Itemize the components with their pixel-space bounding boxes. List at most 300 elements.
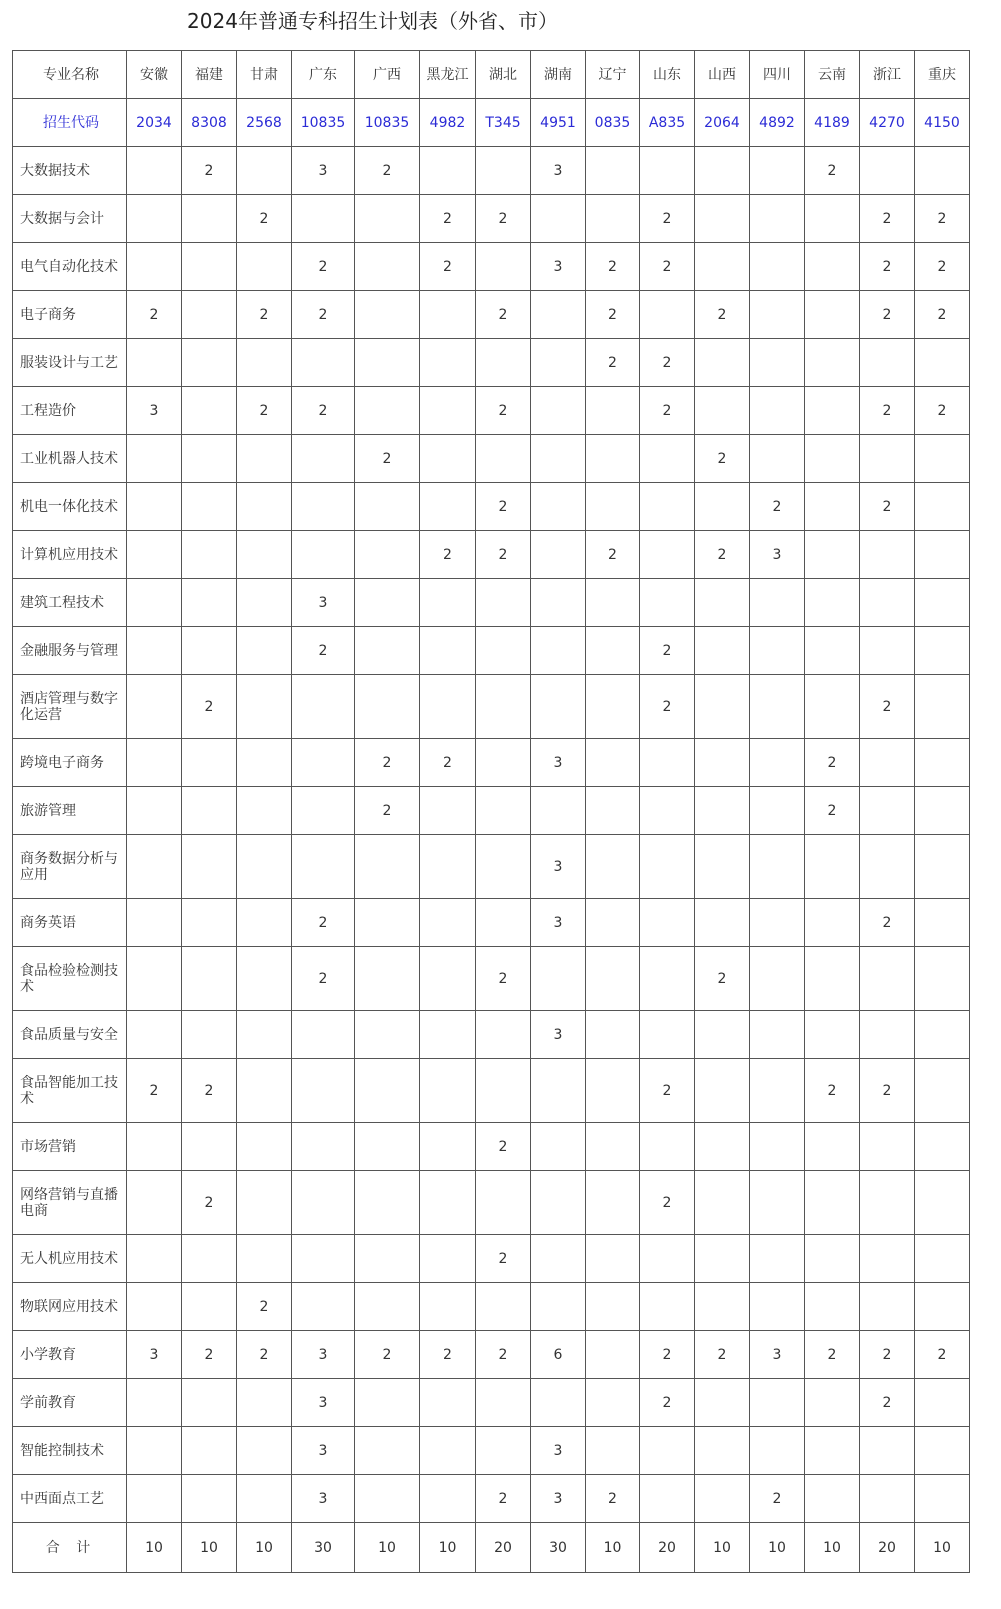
quota-cell	[476, 739, 531, 787]
quota-cell	[127, 435, 182, 483]
province-header: 云南	[805, 51, 860, 99]
quota-cell	[292, 675, 355, 739]
quota-cell	[750, 787, 805, 835]
quota-cell	[182, 1283, 237, 1331]
quota-cell: 2	[695, 1331, 750, 1379]
quota-cell	[237, 1235, 292, 1283]
quota-cell: 2	[805, 1059, 860, 1123]
quota-cell	[750, 1427, 805, 1475]
quota-cell	[915, 787, 970, 835]
table-row	[13, 1427, 970, 1475]
quota-cell: 2	[750, 483, 805, 531]
quota-cell	[292, 1011, 355, 1059]
quota-cell	[476, 1059, 531, 1123]
quota-cell	[586, 147, 640, 195]
quota-cell	[355, 195, 420, 243]
quota-cell	[182, 291, 237, 339]
quota-cell	[695, 483, 750, 531]
quota-cell	[586, 1011, 640, 1059]
quota-cell: 2	[355, 435, 420, 483]
quota-cell	[805, 243, 860, 291]
quota-cell: 2	[640, 627, 695, 675]
quota-cell: 2	[355, 739, 420, 787]
quota-cell	[292, 1283, 355, 1331]
quota-cell	[127, 579, 182, 627]
quota-cell	[586, 1331, 640, 1379]
quota-cell	[640, 1011, 695, 1059]
quota-cell	[127, 947, 182, 1011]
total-cell: 10	[695, 1523, 750, 1573]
quota-cell	[695, 339, 750, 387]
quota-cell	[127, 339, 182, 387]
quota-cell: 3	[531, 147, 586, 195]
quota-cell	[915, 675, 970, 739]
major-name: 商务英语	[13, 899, 127, 947]
quota-cell: 2	[586, 291, 640, 339]
quota-cell	[750, 435, 805, 483]
quota-cell	[127, 1171, 182, 1235]
quota-cell: 2	[860, 243, 915, 291]
quota-cell	[476, 147, 531, 195]
quota-cell	[182, 739, 237, 787]
quota-cell	[586, 947, 640, 1011]
quota-cell	[237, 787, 292, 835]
quota-cell: 2	[695, 947, 750, 1011]
quota-cell	[695, 627, 750, 675]
quota-cell: 2	[915, 1331, 970, 1379]
quota-cell: 2	[805, 739, 860, 787]
quota-cell: 2	[915, 243, 970, 291]
quota-cell	[355, 675, 420, 739]
quota-cell	[237, 1123, 292, 1171]
quota-cell	[237, 531, 292, 579]
quota-cell	[695, 195, 750, 243]
quota-cell	[237, 483, 292, 531]
quota-cell	[355, 579, 420, 627]
quota-cell: 2	[420, 739, 476, 787]
quota-cell	[915, 627, 970, 675]
total-cell: 10	[420, 1523, 476, 1573]
quota-cell	[355, 291, 420, 339]
quota-cell: 2	[292, 387, 355, 435]
quota-cell	[695, 1427, 750, 1475]
major-name: 小学教育	[13, 1331, 127, 1379]
quota-cell	[127, 531, 182, 579]
total-cell: 30	[292, 1523, 355, 1573]
quota-cell: 2	[915, 291, 970, 339]
quota-cell	[640, 1235, 695, 1283]
quota-cell	[915, 835, 970, 899]
quota-cell	[476, 627, 531, 675]
province-code: 4150	[915, 99, 970, 147]
quota-cell: 3	[127, 387, 182, 435]
quota-cell	[750, 947, 805, 1011]
quota-cell	[237, 435, 292, 483]
quota-cell	[292, 435, 355, 483]
quota-cell	[292, 195, 355, 243]
quota-cell	[292, 531, 355, 579]
quota-cell	[805, 1011, 860, 1059]
table-row	[13, 899, 970, 947]
province-code: 4270	[860, 99, 915, 147]
quota-cell	[695, 835, 750, 899]
total-cell: 10	[237, 1523, 292, 1573]
quota-cell	[182, 531, 237, 579]
quota-cell	[750, 1171, 805, 1235]
quota-cell: 2	[860, 483, 915, 531]
total-cell: 10	[915, 1523, 970, 1573]
quota-cell: 3	[531, 1427, 586, 1475]
quota-cell	[805, 483, 860, 531]
quota-cell: 2	[127, 291, 182, 339]
quota-cell: 2	[640, 1331, 695, 1379]
province-header: 黑龙江	[420, 51, 476, 99]
quota-cell: 2	[640, 339, 695, 387]
table-row	[13, 1059, 970, 1123]
province-code: 4189	[805, 99, 860, 147]
quota-cell	[355, 1123, 420, 1171]
total-cell: 10	[355, 1523, 420, 1573]
quota-cell	[586, 483, 640, 531]
quota-cell	[915, 739, 970, 787]
quota-cell	[695, 1283, 750, 1331]
quota-cell: 2	[640, 1379, 695, 1427]
quota-cell	[586, 1427, 640, 1475]
quota-cell	[695, 675, 750, 739]
quota-cell	[476, 1283, 531, 1331]
quota-cell	[915, 579, 970, 627]
quota-cell: 2	[640, 243, 695, 291]
quota-cell	[355, 1011, 420, 1059]
major-name: 工业机器人技术	[13, 435, 127, 483]
quota-cell	[476, 579, 531, 627]
quota-cell	[420, 1123, 476, 1171]
quota-cell	[127, 675, 182, 739]
quota-cell: 2	[182, 1059, 237, 1123]
quota-cell	[805, 627, 860, 675]
quota-cell: 3	[531, 1475, 586, 1523]
quota-cell	[695, 1235, 750, 1283]
quota-cell	[640, 1123, 695, 1171]
quota-cell	[292, 1171, 355, 1235]
quota-cell	[915, 947, 970, 1011]
quota-cell: 2	[292, 899, 355, 947]
quota-cell	[182, 579, 237, 627]
quota-cell	[182, 1475, 237, 1523]
quota-cell	[182, 1235, 237, 1283]
quota-cell	[420, 1475, 476, 1523]
quota-cell	[476, 787, 531, 835]
quota-cell	[586, 1171, 640, 1235]
quota-cell	[915, 435, 970, 483]
quota-cell	[237, 1427, 292, 1475]
quota-cell	[915, 1123, 970, 1171]
quota-cell	[127, 835, 182, 899]
quota-cell	[531, 947, 586, 1011]
table-row	[13, 195, 970, 243]
quota-cell	[476, 339, 531, 387]
quota-cell	[805, 1235, 860, 1283]
province-code: 10835	[292, 99, 355, 147]
quota-cell: 2	[182, 147, 237, 195]
major-name: 服装设计与工艺	[13, 339, 127, 387]
major-name: 大数据与会计	[13, 195, 127, 243]
table-row	[13, 483, 970, 531]
major-name: 建筑工程技术	[13, 579, 127, 627]
quota-cell	[476, 899, 531, 947]
quota-cell: 2	[182, 1171, 237, 1235]
province-header: 重庆	[915, 51, 970, 99]
quota-cell	[531, 627, 586, 675]
quota-cell	[640, 787, 695, 835]
quota-cell	[750, 627, 805, 675]
quota-cell: 2	[476, 195, 531, 243]
table-row	[13, 739, 970, 787]
quota-cell	[915, 1059, 970, 1123]
province-header: 湖北	[476, 51, 531, 99]
quota-cell	[915, 531, 970, 579]
province-code: 2064	[695, 99, 750, 147]
province-header: 浙江	[860, 51, 915, 99]
quota-cell: 3	[531, 739, 586, 787]
quota-cell: 2	[805, 1331, 860, 1379]
quota-cell	[750, 1283, 805, 1331]
table-row	[13, 339, 970, 387]
quota-cell	[805, 1427, 860, 1475]
quota-cell: 3	[531, 1011, 586, 1059]
quota-cell	[695, 243, 750, 291]
quota-cell: 2	[476, 947, 531, 1011]
quota-cell	[420, 627, 476, 675]
quota-cell: 2	[695, 435, 750, 483]
quota-cell	[750, 195, 805, 243]
quota-cell	[531, 1171, 586, 1235]
quota-cell	[237, 1379, 292, 1427]
quota-cell	[355, 627, 420, 675]
quota-cell	[420, 947, 476, 1011]
quota-cell	[586, 387, 640, 435]
quota-cell	[640, 1283, 695, 1331]
quota-cell	[420, 1171, 476, 1235]
major-name: 食品智能加工技术	[13, 1059, 127, 1123]
quota-cell	[127, 1235, 182, 1283]
quota-cell: 2	[292, 627, 355, 675]
quota-cell	[805, 1123, 860, 1171]
province-code: 8308	[182, 99, 237, 147]
province-header: 山东	[640, 51, 695, 99]
quota-cell	[640, 947, 695, 1011]
province-code: 2034	[127, 99, 182, 147]
quota-cell: 2	[476, 387, 531, 435]
quota-cell	[750, 147, 805, 195]
quota-cell: 2	[860, 1379, 915, 1427]
quota-cell	[292, 483, 355, 531]
quota-cell	[355, 1059, 420, 1123]
province-code: 4982	[420, 99, 476, 147]
quota-cell: 2	[805, 787, 860, 835]
quota-cell	[292, 1235, 355, 1283]
quota-cell	[476, 435, 531, 483]
quota-cell: 2	[640, 1171, 695, 1235]
quota-cell: 2	[292, 291, 355, 339]
province-header: 福建	[182, 51, 237, 99]
quota-cell: 3	[750, 531, 805, 579]
quota-cell	[531, 339, 586, 387]
quota-cell: 2	[860, 1059, 915, 1123]
quota-cell	[127, 243, 182, 291]
quota-cell: 3	[292, 147, 355, 195]
province-header: 辽宁	[586, 51, 640, 99]
table-row	[13, 675, 970, 739]
major-name: 食品检验检测技术	[13, 947, 127, 1011]
quota-cell	[805, 531, 860, 579]
quota-cell	[127, 1011, 182, 1059]
quota-cell	[292, 787, 355, 835]
quota-cell	[695, 579, 750, 627]
quota-cell	[750, 675, 805, 739]
quota-cell	[182, 787, 237, 835]
quota-cell: 2	[695, 531, 750, 579]
quota-cell	[355, 339, 420, 387]
quota-cell	[860, 1283, 915, 1331]
total-cell: 10	[182, 1523, 237, 1573]
quota-cell: 2	[292, 243, 355, 291]
quota-cell: 2	[237, 291, 292, 339]
major-name: 中西面点工艺	[13, 1475, 127, 1523]
quota-cell	[586, 579, 640, 627]
major-name: 学前教育	[13, 1379, 127, 1427]
quota-cell	[127, 483, 182, 531]
province-code: 2568	[237, 99, 292, 147]
quota-cell: 2	[420, 1331, 476, 1379]
quota-cell	[640, 291, 695, 339]
quota-cell	[695, 1123, 750, 1171]
total-cell: 10	[586, 1523, 640, 1573]
table-row	[13, 1331, 970, 1379]
quota-cell	[292, 739, 355, 787]
quota-cell	[586, 195, 640, 243]
quota-cell	[355, 387, 420, 435]
quota-cell: 2	[182, 1331, 237, 1379]
table-row	[13, 435, 970, 483]
quota-cell	[420, 1427, 476, 1475]
quota-cell	[355, 243, 420, 291]
quota-cell	[127, 1475, 182, 1523]
quota-cell	[237, 339, 292, 387]
quota-cell	[750, 1011, 805, 1059]
quota-cell	[182, 1123, 237, 1171]
quota-cell: 2	[805, 147, 860, 195]
header-row	[13, 51, 970, 99]
quota-cell	[182, 339, 237, 387]
total-cell: 30	[531, 1523, 586, 1573]
quota-cell	[127, 1427, 182, 1475]
quota-cell	[695, 1475, 750, 1523]
quota-cell	[476, 243, 531, 291]
quota-cell	[355, 1283, 420, 1331]
quota-cell	[420, 435, 476, 483]
quota-cell	[237, 147, 292, 195]
quota-cell	[420, 787, 476, 835]
quota-cell	[237, 1011, 292, 1059]
quota-cell: 2	[586, 1475, 640, 1523]
quota-cell	[640, 147, 695, 195]
quota-cell	[860, 947, 915, 1011]
quota-cell	[476, 1379, 531, 1427]
quota-cell: 2	[355, 147, 420, 195]
quota-cell: 3	[292, 579, 355, 627]
quota-cell	[531, 1283, 586, 1331]
quota-cell	[695, 1011, 750, 1059]
quota-cell	[805, 387, 860, 435]
quota-cell: 2	[640, 387, 695, 435]
total-cell: 20	[640, 1523, 695, 1573]
quota-cell	[750, 899, 805, 947]
quota-cell	[586, 1283, 640, 1331]
total-cell: 20	[476, 1523, 531, 1573]
table-row	[13, 1123, 970, 1171]
table-row	[13, 835, 970, 899]
table-row	[13, 787, 970, 835]
code-label: 招生代码	[13, 99, 127, 147]
province-header: 广东	[292, 51, 355, 99]
quota-cell	[805, 339, 860, 387]
quota-cell: 2	[355, 787, 420, 835]
quota-cell	[476, 835, 531, 899]
quota-cell	[237, 1059, 292, 1123]
quota-cell	[237, 899, 292, 947]
quota-cell	[355, 531, 420, 579]
table-row	[13, 387, 970, 435]
quota-cell	[182, 947, 237, 1011]
quota-cell	[237, 1171, 292, 1235]
quota-cell: 3	[292, 1379, 355, 1427]
quota-cell	[420, 387, 476, 435]
quota-cell	[237, 947, 292, 1011]
quota-cell: 2	[860, 1331, 915, 1379]
major-name: 电子商务	[13, 291, 127, 339]
quota-cell	[531, 1379, 586, 1427]
quota-cell	[355, 1171, 420, 1235]
quota-cell	[531, 1059, 586, 1123]
quota-cell	[476, 1011, 531, 1059]
quota-cell	[237, 835, 292, 899]
quota-cell	[420, 339, 476, 387]
quota-cell	[805, 1283, 860, 1331]
quota-cell	[805, 195, 860, 243]
quota-cell: 2	[586, 243, 640, 291]
quota-cell	[127, 739, 182, 787]
page-title: 2024年普通专科招生计划表（外省、市）	[187, 9, 558, 33]
quota-cell	[640, 435, 695, 483]
quota-cell	[750, 835, 805, 899]
quota-cell: 3	[750, 1331, 805, 1379]
quota-cell: 3	[127, 1331, 182, 1379]
major-name: 工程造价	[13, 387, 127, 435]
quota-cell	[860, 835, 915, 899]
quota-cell	[640, 1427, 695, 1475]
table-row	[13, 1235, 970, 1283]
quota-cell	[182, 899, 237, 947]
table-row	[13, 531, 970, 579]
quota-cell: 2	[695, 291, 750, 339]
table-row	[13, 1011, 970, 1059]
quota-cell	[292, 835, 355, 899]
quota-cell	[750, 1379, 805, 1427]
major-name: 网络营销与直播电商	[13, 1171, 127, 1235]
quota-cell	[237, 739, 292, 787]
quota-cell	[750, 339, 805, 387]
